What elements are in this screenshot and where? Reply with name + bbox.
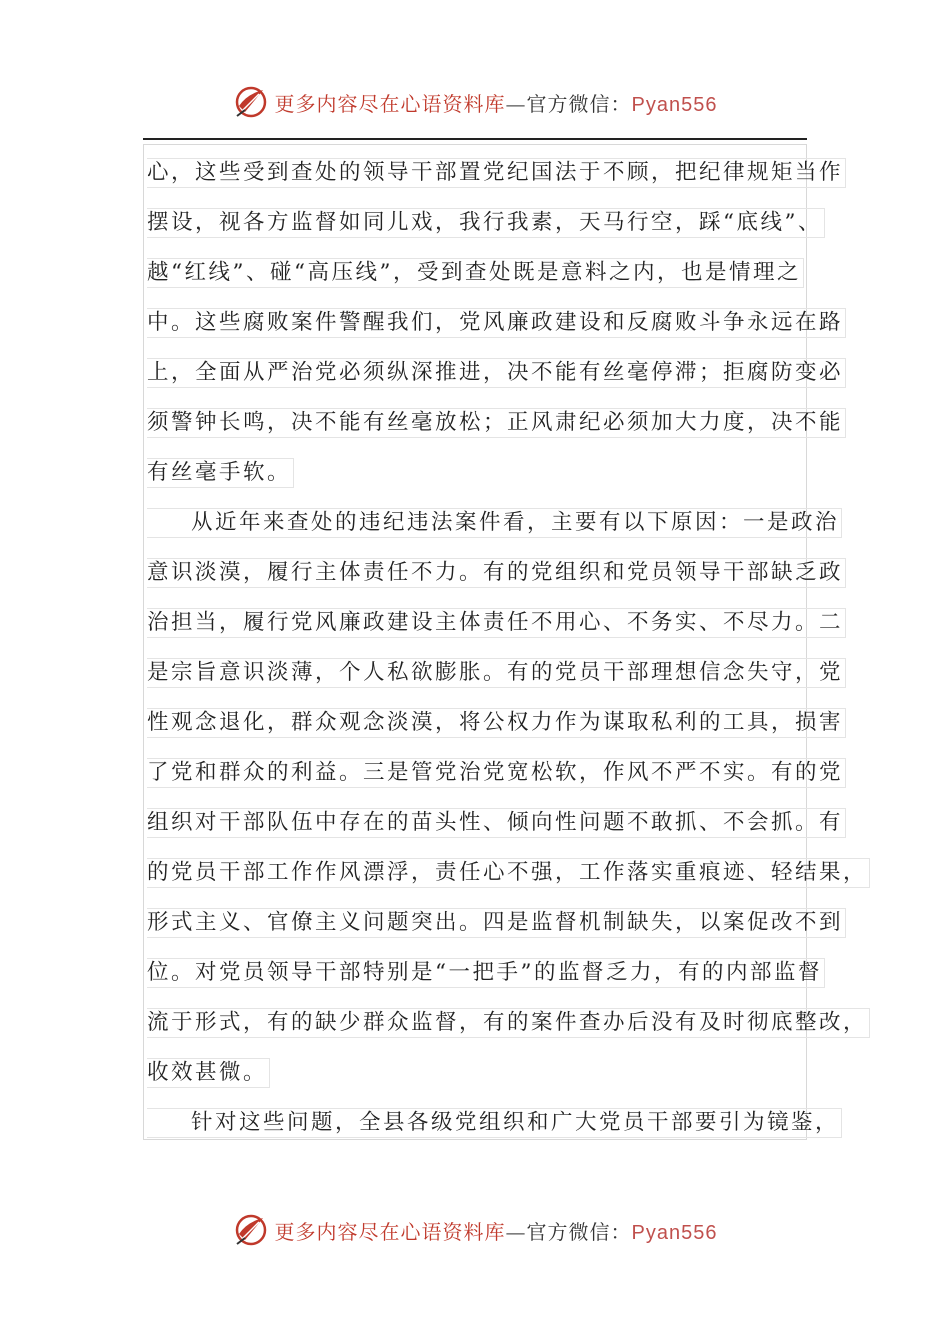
- text-line-content: 越“红线”、碰“高压线”，受到查处既是意料之内，也是情理之: [147, 258, 804, 288]
- paragraph-start-line: [143, 500, 840, 550]
- text-line-content: 治担当，履行党风廉政建设主体责任不用心、不务实、不尽力。二: [147, 608, 846, 638]
- text-line: [143, 850, 868, 900]
- text-line-content: 针对这些问题，全县各级党组织和广大党员干部要引为镜鉴，: [147, 1108, 842, 1138]
- text-line-content: 从近年来查处的违纪违法案件看，主要有以下原因：一是政治: [147, 508, 842, 538]
- text-line: [143, 800, 844, 850]
- footer-banner: [0, 1208, 950, 1252]
- header-separator: —: [505, 91, 527, 116]
- text-line-content: 了党和群众的利益。三是管党治党宽松软，作风不严不实。有的党: [147, 758, 846, 788]
- header-wechat-label: 官方微信：: [526, 91, 632, 116]
- text-line-content: 收效甚微。: [147, 1058, 270, 1088]
- text-line-content: 意识淡漠，履行主体责任不力。有的党组织和党员领导干部缺乏政: [147, 558, 846, 588]
- footer-wechat-label: 官方微信：: [526, 1219, 632, 1244]
- text-line-content: 有丝毫手软。: [147, 458, 294, 488]
- document-body: [143, 150, 868, 1150]
- text-line: [143, 600, 844, 650]
- paragraph-start-line: [143, 1100, 840, 1150]
- text-line: [143, 400, 844, 450]
- header-banner-text: [275, 88, 718, 117]
- text-line-content: 中。这些腐败案件警醒我们，党风廉政建设和反腐败斗争永远在路: [147, 308, 846, 338]
- text-line-content: 是宗旨意识淡薄，个人私欲膨胀。有的党员干部理想信念失守，党: [147, 658, 846, 688]
- footer-banner-text: [275, 1216, 718, 1245]
- header-brand: 更多内容尽在心语资料库: [274, 91, 506, 116]
- text-line-content: 心，这些受到查处的领导干部置党纪国法于不顾，把纪律规矩当作: [147, 158, 846, 188]
- text-line: [143, 450, 823, 500]
- header-divider: [143, 138, 807, 140]
- header-wechat-id: Pyan556: [631, 93, 718, 116]
- text-line: [143, 300, 844, 350]
- text-line-content: 性观念退化，群众观念淡漠，将公权力作为谋取私利的工具，损害: [147, 708, 846, 738]
- text-line: [143, 650, 844, 700]
- text-line: [143, 950, 823, 1000]
- text-line-content: 形式主义、官僚主义问题突出。四是监督机制缺失，以案促改不到: [147, 908, 846, 938]
- text-line-content: 位。对党员领导干部特别是“一把手”的监督乏力，有的内部监督: [147, 958, 825, 988]
- text-line: [143, 350, 844, 400]
- text-line-content: 上，全面从严治党必须纵深推进，决不能有丝毫停滞；拒腐防变必: [147, 358, 846, 388]
- text-line: [143, 200, 823, 250]
- text-line: [143, 250, 823, 300]
- footer-wechat-id: Pyan556: [631, 1221, 718, 1244]
- text-line-content: 摆设，视各方监督如同儿戏，我行我素，天马行空，踩“底线”、: [147, 208, 825, 238]
- text-line: [143, 1050, 823, 1100]
- footer-separator: —: [505, 1219, 527, 1244]
- text-line: [143, 550, 844, 600]
- text-line: [143, 150, 844, 200]
- text-line: [143, 1000, 868, 1050]
- footer-brand: 更多内容尽在心语资料库: [274, 1219, 506, 1244]
- text-line-content: 须警钟长鸣，决不能有丝毫放松；正风肃纪必须加大力度，决不能: [147, 408, 846, 438]
- text-line-content: 组织对干部队伍中存在的苗头性、倾向性问题不敢抓、不会抓。有: [147, 808, 846, 838]
- text-line-content: 的党员干部工作作风漂浮，责任心不强，工作落实重痕迹、轻结果，: [147, 858, 870, 888]
- header-banner: [0, 80, 950, 124]
- text-line-content: 流于形式，有的缺少群众监督，有的案件查办后没有及时彻底整改，: [147, 1008, 870, 1038]
- quill-pen-logo-icon: [233, 1212, 269, 1248]
- quill-pen-logo-icon: [233, 84, 269, 120]
- text-line: [143, 750, 844, 800]
- text-line: [143, 700, 844, 750]
- text-line: [143, 900, 844, 950]
